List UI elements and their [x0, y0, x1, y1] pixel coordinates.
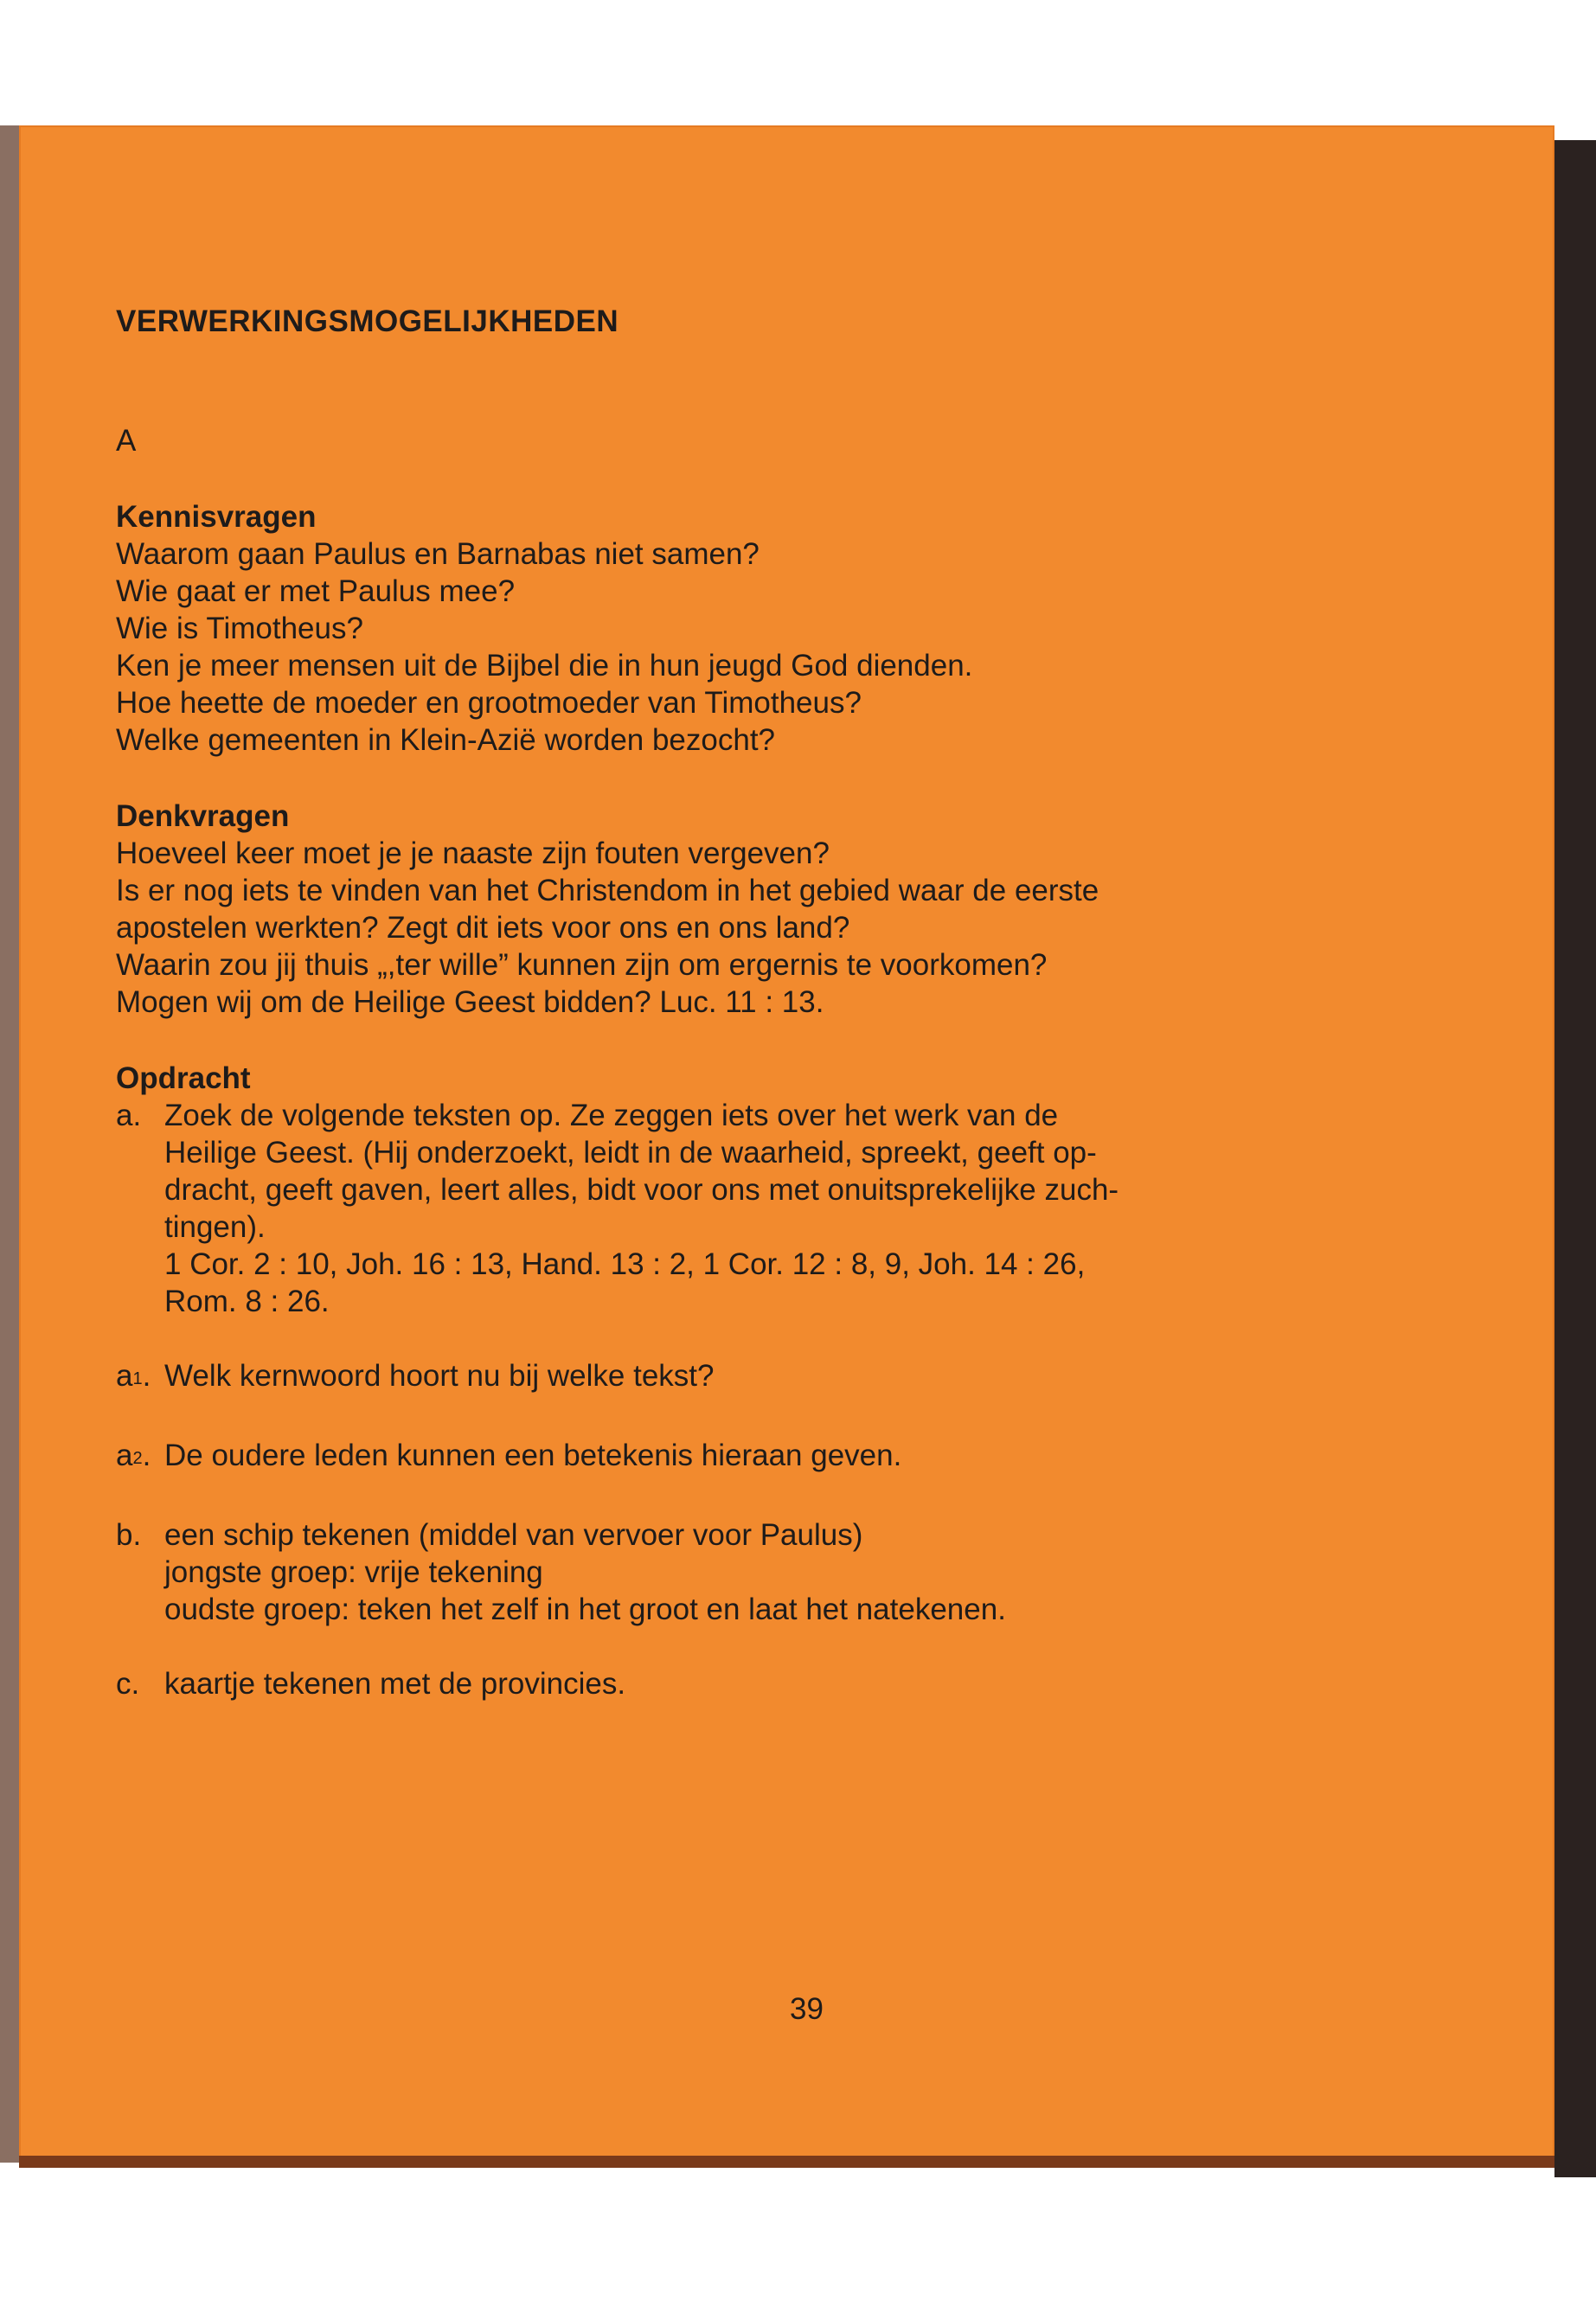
denkvraag: Hoeveel keer moet je je naaste zijn fouten vergeven? — [116, 836, 830, 870]
item-line: De oudere leden kunnen een betekenis hieraan geven. — [164, 1439, 902, 1472]
kennisvragen-list — [116, 535, 1310, 759]
opdracht-heading: Opdracht — [116, 1061, 251, 1095]
opdracht-item-c — [116, 1665, 1310, 1702]
item-line: Heilige Geest. (Hij onderzoekt, leidt in de waarheid, spreekt, geeft op- — [164, 1136, 1097, 1170]
scan-left-edge — [0, 125, 19, 2163]
kennisvraag: Welke gemeenten in Klein-Azië worden bezocht? — [116, 723, 776, 757]
denkvragen-list — [116, 835, 1310, 1021]
denkvraag: apostelen werkten? Zegt dit iets voor ons en ons land? — [116, 911, 850, 945]
page-content — [116, 303, 1310, 1702]
item-marker: a. — [116, 1099, 142, 1132]
kennisvraag: Wie is Timotheus? — [116, 612, 363, 645]
kennisvragen-heading: Kennisvragen — [116, 500, 317, 534]
scan-right-edge — [1554, 140, 1596, 2177]
item-marker: c. — [116, 1667, 140, 1701]
item-line: Rom. 8 : 26. — [164, 1285, 330, 1318]
opdracht-item-a — [116, 1097, 1310, 1320]
item-line: een schip tekenen (middel van vervoer voor Paulus) — [164, 1518, 863, 1552]
item-line: jongste groep: vrije tekening — [164, 1555, 543, 1589]
kennisvraag: Ken je meer mensen uit de Bijbel die in hun jeugd God dienden. — [116, 649, 973, 683]
kennisvraag: Waarom gaan Paulus en Barnabas niet samen? — [116, 537, 760, 571]
denkvraag: Mogen wij om de Heilige Geest bidden? Luc. 11 : 13. — [116, 985, 824, 1019]
kennisvraag: Wie gaat er met Paulus mee? — [116, 574, 516, 608]
item-marker: $a_2$. — [116, 1439, 151, 1472]
page-number: 39 — [790, 1992, 824, 2026]
item-line: Zoek de volgende teksten op. Ze zeggen iets over het werk van de — [164, 1099, 1059, 1132]
denkvraag: Is er nog iets te vinden van het Christendom in het gebied waar de eerste — [116, 874, 1099, 907]
kennisvraag: Hoe heette de moeder en grootmoeder van Timotheus? — [116, 686, 862, 720]
item-line: oudste groep: teken het zelf in het groot en laat het natekenen. — [164, 1593, 1006, 1626]
item-line: 1 Cor. 2 : 10, Joh. 16 : 13, Hand. 13 : 2, 1 Cor. 12 : 8, 9, Joh. 14 : 26, — [164, 1247, 1086, 1281]
scan-bottom-edge — [19, 2156, 1554, 2168]
item-line: Welk kernwoord hoort nu bij welke tekst? — [164, 1359, 715, 1393]
item-line: dracht, geeft gaven, leert alles, bidt voor ons met onuitsprekelijke zuch- — [164, 1173, 1119, 1207]
item-marker: $a_1$. — [116, 1359, 151, 1393]
denkvraag: Waarin zou jij thuis „,ter wille” kunnen zijn om ergernis te voorkomen? — [116, 948, 1048, 982]
opdracht-item-a2 — [116, 1437, 1310, 1479]
item-line: tingen). — [164, 1210, 266, 1244]
item-line: kaartje tekenen met de provincies. — [164, 1667, 626, 1701]
opdracht-item-b — [116, 1516, 1310, 1628]
denkvragen-heading: Denkvragen — [116, 799, 290, 833]
section-letter: A — [116, 424, 137, 458]
item-marker: b. — [116, 1518, 142, 1552]
opdracht-item-a1 — [116, 1357, 1310, 1400]
page-title: VERWERKINGSMOGELIJKHEDEN — [116, 304, 619, 338]
